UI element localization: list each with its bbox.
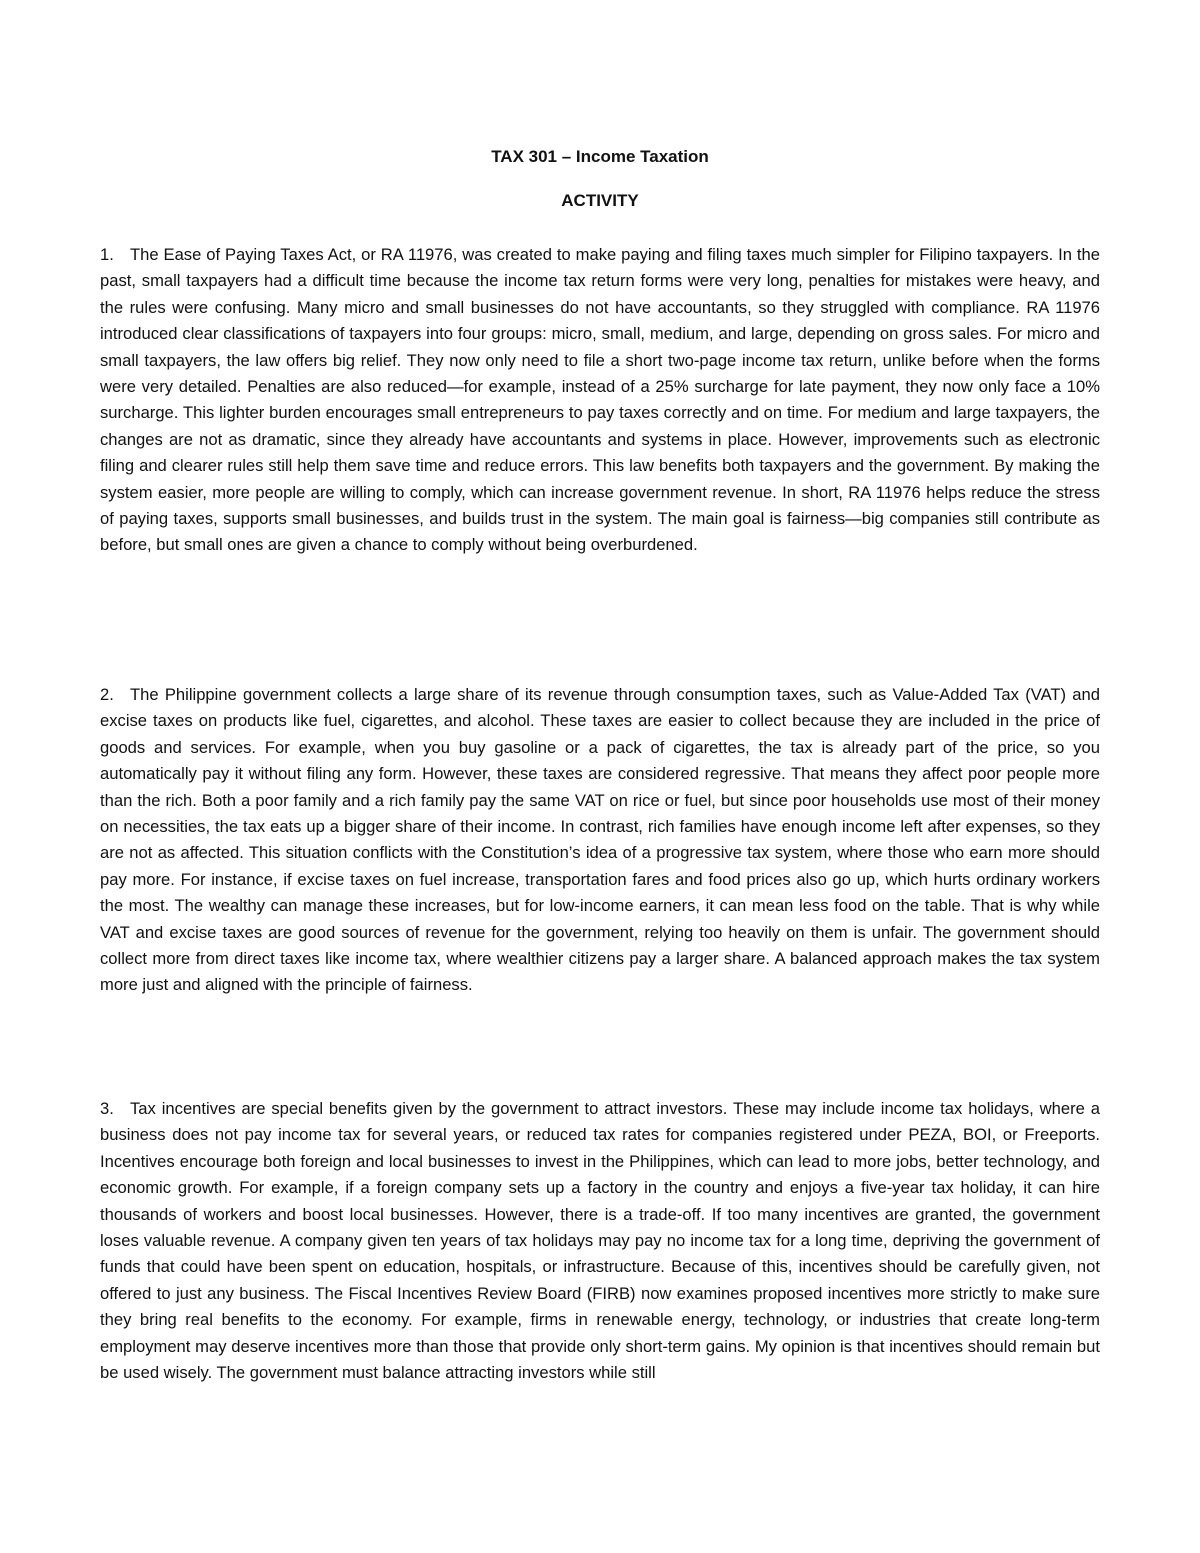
paragraph-number: 3. [100,1099,114,1118]
paragraph-number: 1. [100,245,114,264]
paragraph-3 [100,1096,1100,1386]
document-subtitle: ACTIVITY [561,191,639,210]
paragraph-text: Tax incentives are special benefits given by the government to attract investors. These may include income tax holidays, where a business does not pay income tax for several years, or reduced tax rates for companies registered under PEZA, BOI, or Freeports. Incentives encourage both foreign and local businesses to invest in the Philippines, which can lead to more jobs, better technology, and economic growth. For example, if a foreign company sets up a factory in the country and enjoys a five-year tax holiday, it can hire thousands of workers and boost local businesses. However, there is a trade-off. If too many incentives are granted, the government loses valuable revenue. A company given ten years of tax holidays may pay no income tax for a long time, depriving the government of funds that could have been spent on education, hospitals, or infrastructure. Because of this, incentives should be carefully given, not offered to just any business. The Fiscal Incentives Review Board (FIRB) now examines proposed incentives more strictly to make sure they bring real benefits to the economy. For example, firms in renewable energy, technology, or industries that create long-term employment may deserve incentives more than those that provide only short-term gains. My opinion is that incentives should remain but be used wisely. The government must balance attracting investors while still [100,1099,1100,1383]
paragraph-2 [100,682,1100,999]
paragraph-text: The Ease of Paying Taxes Act, or RA 11976, was created to make paying and filing taxes much simpler for Filipino taxpayers. In the past, small taxpayers had a difficult time because the income tax return forms were very long, penalties for mistakes were heavy, and the rules were confusing. Many micro and small businesses do not have accountants, so they struggled with compliance. RA 11976 introduced clear classifications of taxpayers into four groups: micro, small, medium, and large, depending on gross sales. For micro and small taxpayers, the law offers big relief. They now only need to file a short two-page income tax return, unlike before when the forms were very detailed. Penalties are also reduced—for example, instead of a 25% surcharge for late payment, they now only face a 10% surcharge. This lighter burden encourages small entrepreneurs to pay taxes correctly and on time. For medium and large taxpayers, the changes are not as dramatic, since they already have accountants and systems in place. However, improvements such as electronic filing and clearer rules still help them save time and reduce errors. This law benefits both taxpayers and the government. By making the system easier, more people are willing to comply, which can increase government revenue. In short, RA 11976 helps reduce the stress of paying taxes, supports small businesses, and builds trust in the system. The main goal is fairness—big companies still contribute as before, but small ones are given a chance to comply without being overburdened. [100,245,1100,555]
paragraph-1 [100,242,1100,559]
document-title: TAX 301 – Income Taxation [491,147,709,166]
paragraph-text: The Philippine government collects a large share of its revenue through consumption taxes, such as Value-Added Tax (VAT) and excise taxes on products like fuel, cigarettes, and alcohol. These taxes are easier to collect because they are included in the price of goods and services. For example, when you buy gasoline or a pack of cigarettes, the tax is already part of the price, so you automatically pay it without filing any form. However, these taxes are considered regressive. That means they affect poor people more than the rich. Both a poor family and a rich family pay the same VAT on rice or fuel, but since poor households use most of their money on necessities, the tax eats up a bigger share of their income. In contrast, rich families have enough income left after expenses, so they are not as affected. This situation conflicts with the Constitution’s idea of a progressive tax system, where those who earn more should pay more. For instance, if excise taxes on fuel increase, transportation fares and food prices also go up, which hurts ordinary workers the most. The wealthy can manage these increases, but for low-income earners, it can mean less food on the table. That is why while VAT and excise taxes are good sources of revenue for the government, relying too heavily on them is unfair. The government should collect more from direct taxes like income tax, where wealthier citizens pay a larger share. A balanced approach makes the tax system more just and aligned with the principle of fairness. [100,685,1100,995]
paragraph-number: 2. [100,685,114,704]
